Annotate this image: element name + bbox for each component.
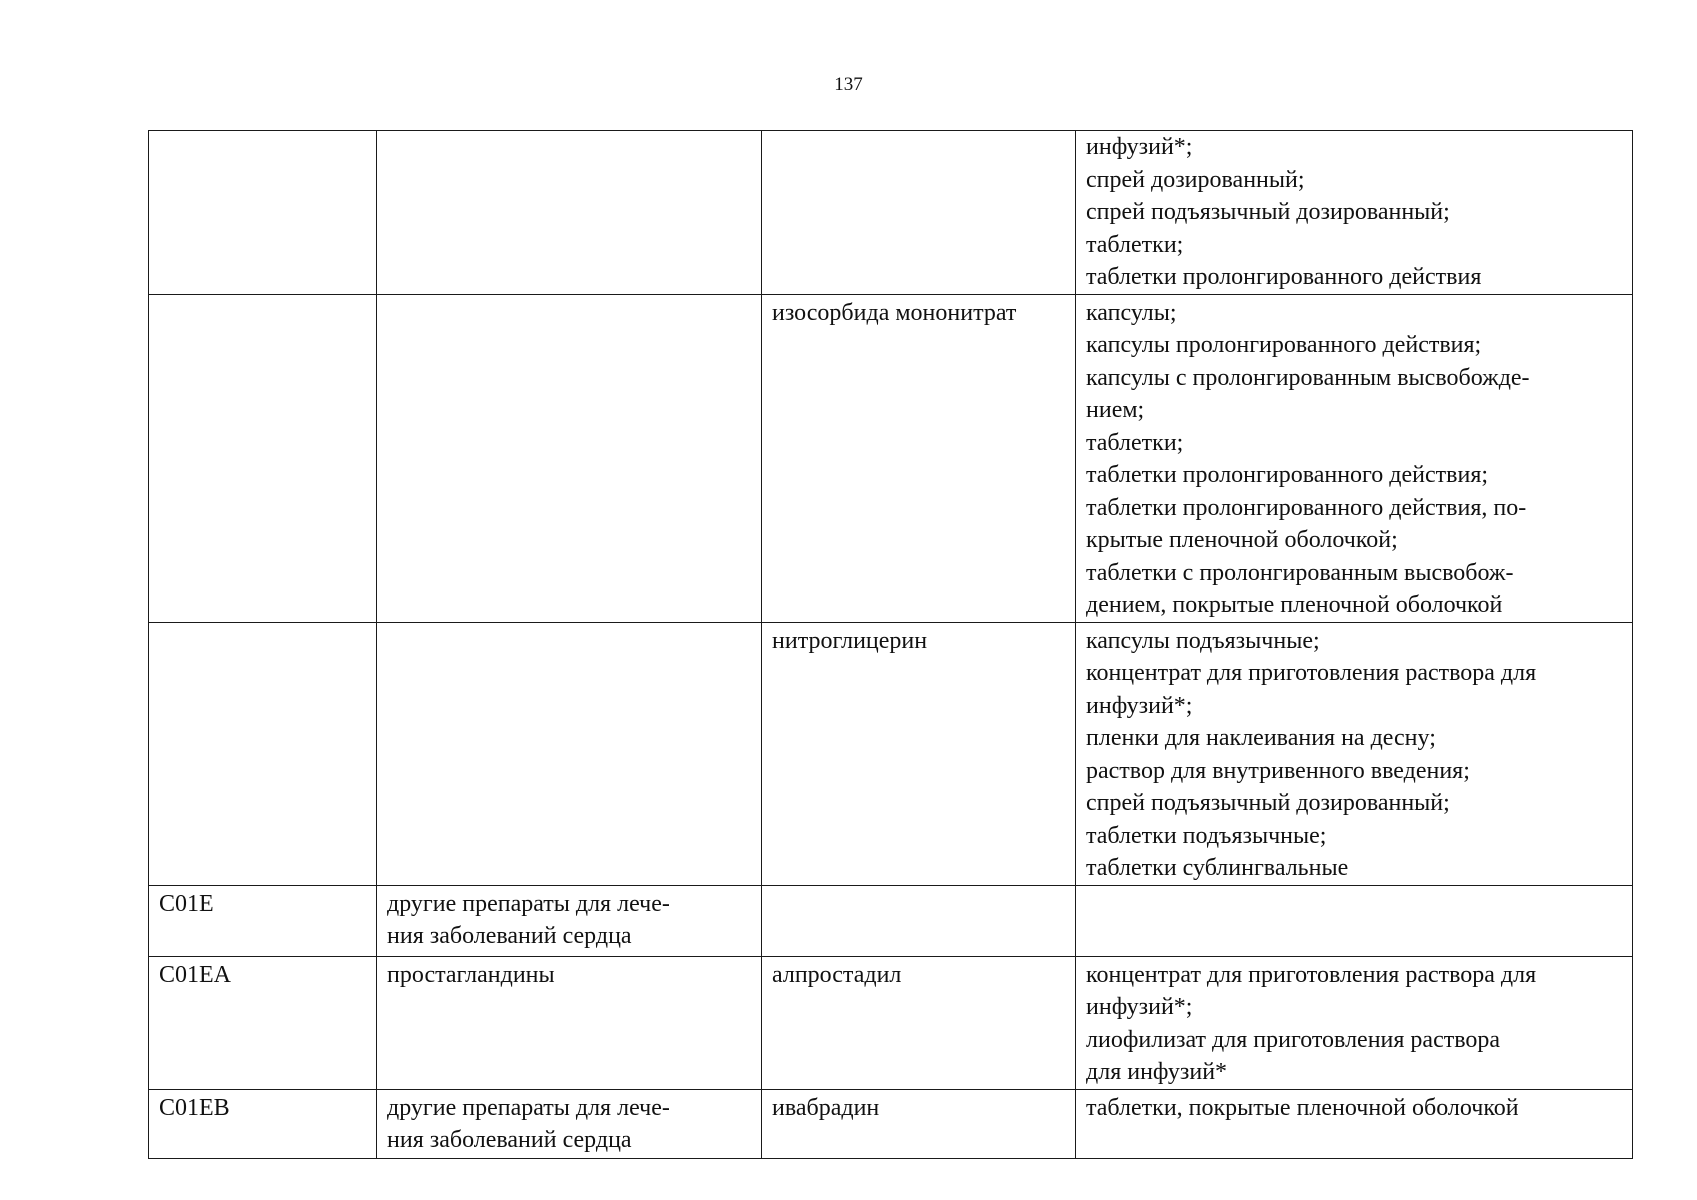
table-row bbox=[149, 622, 1633, 885]
inn-cell: изосорбида мононитрат bbox=[762, 294, 1076, 622]
atc-code-cell bbox=[149, 294, 377, 622]
table-row bbox=[149, 956, 1633, 1089]
table-row bbox=[149, 885, 1633, 956]
pharm-group-line: простагландины bbox=[387, 961, 555, 988]
dosage-forms-cell bbox=[1076, 1089, 1633, 1158]
dosage-form-line: таблетки; bbox=[1086, 231, 1184, 258]
dosage-form-line: пленки для наклеивания на десну; bbox=[1086, 725, 1436, 751]
atc-code-cell: C01EA bbox=[149, 956, 377, 1089]
dosage-form-line: инфузий*; bbox=[1086, 692, 1193, 719]
inn-cell: алпростадил bbox=[762, 956, 1076, 1089]
dosage-form-line: инфузий*; bbox=[1086, 994, 1193, 1020]
inn-cell: нитроглицерин bbox=[762, 622, 1076, 885]
dosage-form-line: дением, покрытые пленочной оболочкой bbox=[1086, 592, 1503, 618]
dosage-form-line: таблетки с пролонгированным высвобож- bbox=[1086, 559, 1514, 586]
pharm-group-cell bbox=[377, 885, 762, 956]
dosage-form-line: инфузий*; bbox=[1086, 134, 1193, 160]
inn-cell bbox=[762, 131, 1076, 295]
pharm-group-cell bbox=[377, 956, 762, 1089]
dosage-form-line: крытые пленочной оболочкой; bbox=[1086, 527, 1398, 553]
dosage-form-line: лиофилизат для приготовления раствора bbox=[1086, 1026, 1501, 1053]
dosage-form-line: капсулы; bbox=[1086, 299, 1177, 326]
pharm-group-cell bbox=[377, 131, 762, 295]
dosage-form-line: таблетки; bbox=[1086, 429, 1184, 456]
dosage-form-line: таблетки сублингвальные bbox=[1086, 855, 1349, 881]
dosage-form-line: капсулы пролонгированного действия; bbox=[1086, 332, 1482, 358]
dosage-form-line: для инфузий* bbox=[1086, 1059, 1228, 1085]
pharm-group-line: ния заболеваний сердца bbox=[387, 923, 632, 949]
pharm-group-cell bbox=[377, 1089, 762, 1158]
dosage-form-line: таблетки пролонгированного действия; bbox=[1086, 462, 1489, 488]
atc-code-cell bbox=[149, 131, 377, 295]
pharm-group-cell bbox=[377, 294, 762, 622]
table-row bbox=[149, 294, 1633, 622]
dosage-forms-cell bbox=[1076, 131, 1633, 295]
dosage-form-line: капсулы подъязычные; bbox=[1086, 627, 1320, 654]
atc-code-cell: C01E bbox=[149, 885, 377, 956]
dosage-form-line: капсулы с пролонгированным высвобожде- bbox=[1086, 364, 1530, 391]
dosage-form-line: раствор для внутривенного введения; bbox=[1086, 757, 1470, 784]
dosage-form-line: спрей подъязычный дозированный; bbox=[1086, 199, 1450, 225]
pharm-group-line: другие препараты для лече- bbox=[387, 1094, 670, 1121]
atc-code-cell: C01EB bbox=[149, 1089, 377, 1158]
table-row bbox=[149, 131, 1633, 295]
dosage-form-line: таблетки подъязычные; bbox=[1086, 822, 1327, 849]
page-number: 137 bbox=[834, 74, 863, 95]
atc-code-cell bbox=[149, 622, 377, 885]
table-row bbox=[149, 1089, 1633, 1158]
dosage-form-line: таблетки, покрытые пленочной оболочкой bbox=[1086, 1094, 1519, 1121]
pharm-group-line: ния заболеваний сердца bbox=[387, 1127, 632, 1153]
dosage-form-line: концентрат для приготовления раствора для bbox=[1086, 961, 1537, 988]
dosage-forms-cell bbox=[1076, 622, 1633, 885]
dosage-forms-cell bbox=[1076, 956, 1633, 1089]
dosage-forms-cell bbox=[1076, 294, 1633, 622]
dosage-form-line: нием; bbox=[1086, 397, 1145, 423]
dosage-form-line: таблетки пролонгированного действия, по- bbox=[1086, 494, 1527, 521]
dosage-form-line: концентрат для приготовления раствора для bbox=[1086, 660, 1537, 686]
dosage-forms-cell bbox=[1076, 885, 1633, 956]
inn-cell bbox=[762, 885, 1076, 956]
dosage-form-line: спрей подъязычный дозированный; bbox=[1086, 790, 1450, 816]
dosage-form-line: таблетки пролонгированного действия bbox=[1086, 264, 1482, 290]
dosage-form-line: спрей дозированный; bbox=[1086, 166, 1305, 193]
pharm-group-cell bbox=[377, 622, 762, 885]
pharm-group-line: другие препараты для лече- bbox=[387, 890, 670, 917]
inn-cell: ивабрадин bbox=[762, 1089, 1076, 1158]
medication-table bbox=[148, 130, 1633, 1159]
